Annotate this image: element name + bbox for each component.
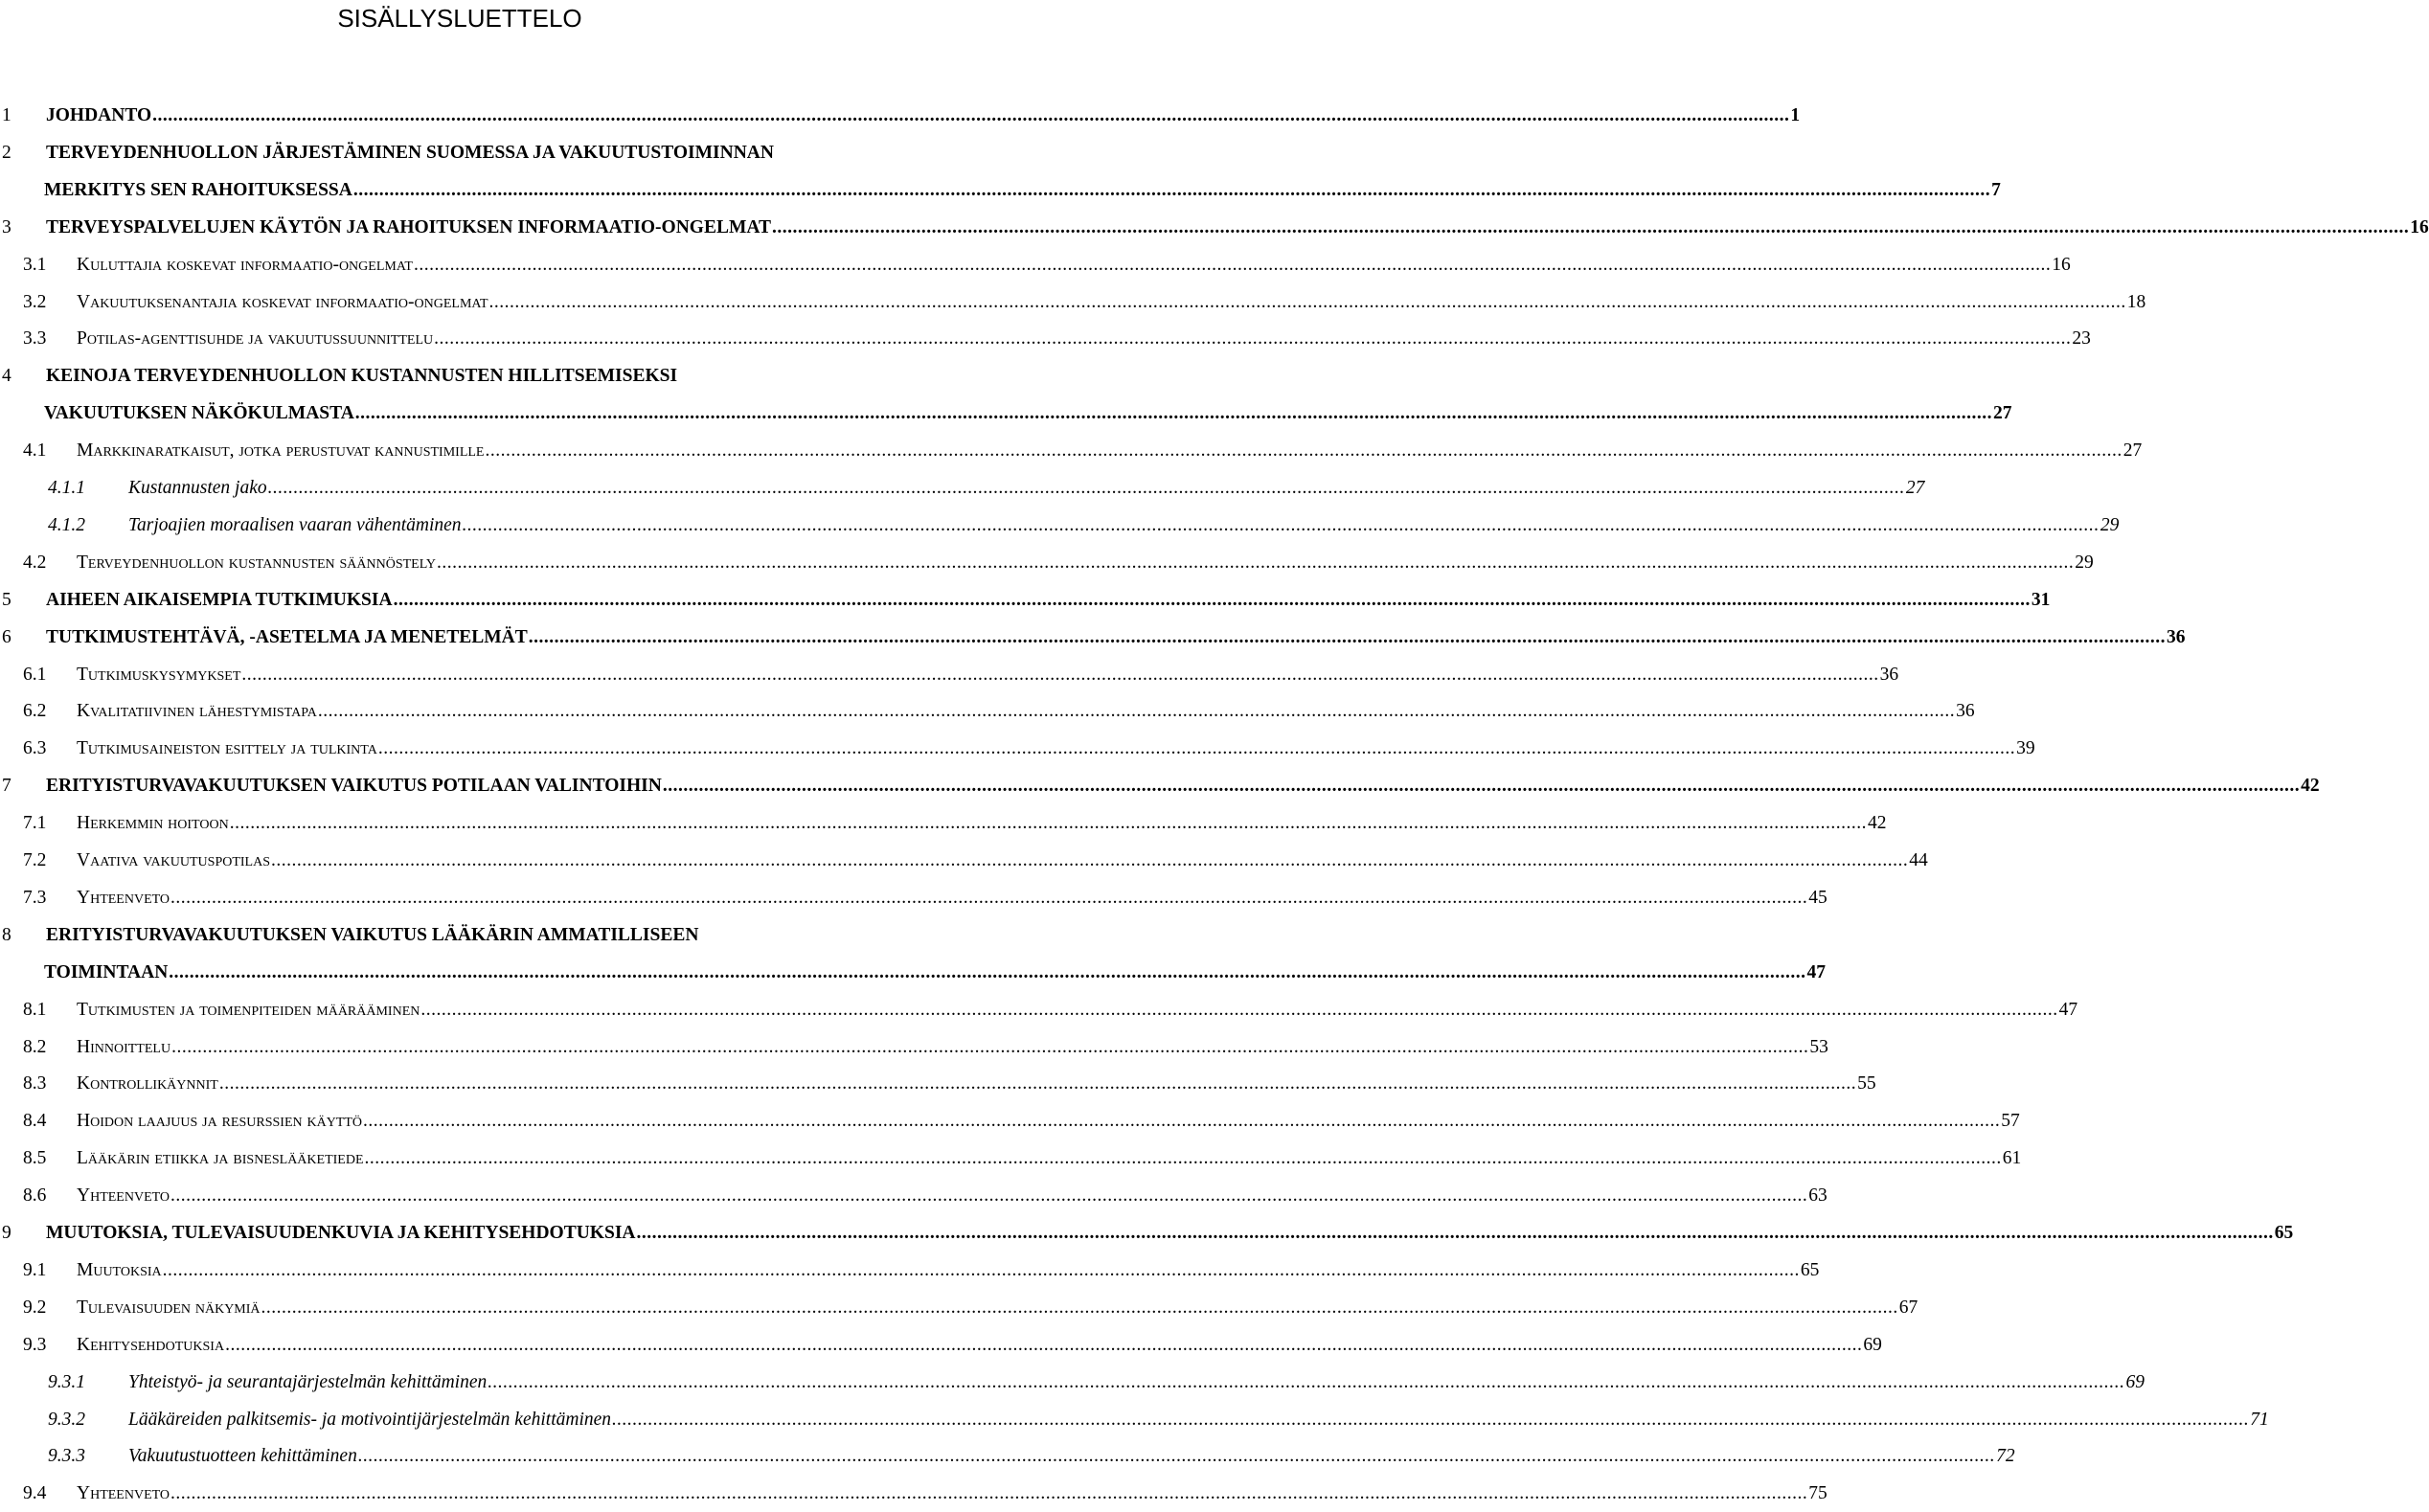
toc-entry[interactable] bbox=[0, 589, 2051, 619]
toc-entry-number: 4.1.1 bbox=[48, 478, 85, 498]
toc-entry-number: 3.1 bbox=[23, 254, 47, 275]
toc-entry[interactable] bbox=[0, 1259, 1820, 1289]
toc-entry[interactable] bbox=[0, 291, 2146, 321]
toc-dot-leader bbox=[241, 665, 1878, 686]
toc-entry-title: TUTKIMUSTEHTÄVÄ, -ASETELMA JA MENETELMÄT bbox=[46, 626, 528, 647]
toc-entry-page: 67 bbox=[1898, 1297, 1918, 1318]
toc-entry[interactable] bbox=[0, 254, 2071, 283]
toc-entry-title: Hoidon laajuus ja resurssien käyttö bbox=[77, 1111, 363, 1132]
toc-entry[interactable] bbox=[0, 1073, 1876, 1102]
toc-entry-number: 9.4 bbox=[23, 1483, 47, 1504]
toc-entry-title: TERVEYSPALVELUJEN KÄYTÖN JA RAHOITUKSEN INFORMAATIO-ONGELMAT bbox=[46, 216, 772, 237]
toc-entry[interactable] bbox=[0, 1371, 2145, 1401]
toc-entry[interactable] bbox=[0, 1111, 2020, 1140]
toc-entry-title: Tutkimusten ja toimenpiteiden määrääminen bbox=[77, 999, 420, 1020]
toc-entry-number: 8.1 bbox=[23, 999, 47, 1020]
toc-entry-page: 36 bbox=[1956, 701, 1975, 722]
toc-dot-leader bbox=[318, 701, 1955, 722]
toc-dot-leader bbox=[261, 1298, 1898, 1319]
toc-entry-title: Kuluttajia koskevat informaatio-ongelmat bbox=[77, 254, 413, 275]
toc-dot-leader bbox=[612, 1410, 2249, 1431]
toc-entry-title: Kvalitatiivinen lähestymistapa bbox=[77, 701, 317, 722]
toc-dot-leader bbox=[358, 1446, 1995, 1467]
toc-entry-page: 75 bbox=[1808, 1483, 1827, 1504]
toc-entry-number: 8.6 bbox=[23, 1185, 47, 1207]
toc-entry[interactable] bbox=[0, 1223, 2294, 1252]
toc-dot-leader bbox=[355, 403, 1992, 424]
toc-entry-title: JOHDANTO bbox=[46, 105, 152, 125]
toc-entry-page: 72 bbox=[1996, 1446, 2015, 1467]
toc-dot-leader bbox=[414, 255, 2051, 276]
toc-dot-leader bbox=[394, 590, 2031, 611]
toc-entry-title: Lääkärin etiikka ja bisneslääketiede bbox=[77, 1148, 364, 1169]
toc-dot-leader bbox=[420, 1000, 2057, 1021]
toc-dot-leader bbox=[170, 888, 1807, 909]
toc-entry-title: Yhteenveto bbox=[77, 887, 170, 908]
toc-dot-leader bbox=[363, 1111, 2000, 1132]
toc-entry[interactable] bbox=[0, 216, 2429, 246]
toc-entry-page: 36 bbox=[1879, 664, 1899, 685]
toc-entry-number: 2 bbox=[2, 142, 11, 163]
toc-entry-title: Yhteenveto bbox=[77, 1185, 170, 1207]
toc-dot-leader bbox=[171, 1037, 1808, 1058]
toc-entry-number: 3.3 bbox=[23, 328, 47, 350]
toc-entry-title: Yhteenveto bbox=[77, 1483, 170, 1504]
toc-entry-title: Vakuutuksenantajia koskevat informaatio-ongelmat bbox=[77, 291, 488, 312]
toc-entry[interactable] bbox=[0, 1036, 1828, 1066]
toc-entry-title: KEINOJA TERVEYDENHUOLLON KUSTANNUSTEN HILLITSEMISEKSI bbox=[46, 366, 678, 387]
toc-entry-number: 4.1 bbox=[23, 440, 47, 462]
toc-entry-number: 9.3.2 bbox=[48, 1409, 85, 1430]
toc-entry-title: Vakuutustuotteen kehittäminen bbox=[128, 1446, 357, 1467]
toc-entry-number: 8 bbox=[2, 924, 11, 945]
toc-entry[interactable] bbox=[0, 478, 1925, 507]
toc-entry[interactable] bbox=[0, 366, 912, 395]
toc-entry-number: 1 bbox=[2, 105, 11, 125]
toc-entry-title: Muutoksia bbox=[77, 1259, 162, 1280]
toc-entry-title: Yhteistyö- ja seurantajärjestelmän kehittäminen bbox=[128, 1371, 488, 1392]
toc-entry-number: 9.3.1 bbox=[48, 1371, 85, 1392]
toc-entry-page: 42 bbox=[2301, 776, 2320, 797]
toc-entry-page: 63 bbox=[1808, 1185, 1827, 1207]
toc-entry[interactable] bbox=[0, 776, 2320, 804]
toc-dot-leader bbox=[489, 292, 2126, 313]
toc-entry-title: Kustannusten jako bbox=[128, 478, 267, 498]
toc-entry-page: 39 bbox=[2016, 738, 2035, 759]
toc-entry[interactable] bbox=[0, 552, 2094, 581]
toc-entry-number: 8.4 bbox=[23, 1111, 47, 1132]
toc-entry[interactable] bbox=[0, 1148, 2022, 1177]
toc-entry-number: 3 bbox=[2, 216, 11, 237]
toc-entry-page: 57 bbox=[2001, 1111, 2020, 1132]
toc-entry-number: 5 bbox=[2, 589, 11, 610]
toc-entry-page: 16 bbox=[2410, 216, 2429, 237]
toc-dot-leader bbox=[170, 1483, 1807, 1504]
toc-entry-number: 8.3 bbox=[23, 1073, 47, 1095]
toc-entry[interactable] bbox=[0, 1483, 1827, 1512]
toc-entry-page: 27 bbox=[1905, 478, 1925, 498]
toc-entry-page: 23 bbox=[2072, 328, 2091, 350]
toc-entry[interactable] bbox=[0, 813, 1887, 842]
toc-entry-page: 65 bbox=[2274, 1223, 2294, 1243]
toc-entry[interactable] bbox=[0, 179, 2001, 209]
toc-entry-number: 7.2 bbox=[23, 850, 47, 870]
toc-dot-leader bbox=[152, 105, 1789, 126]
toc-entry-title: MUUTOKSIA, TULEVAISUUDENKUVIA JA KEHITYSEHDOTUKSIA bbox=[46, 1223, 636, 1243]
toc-entry[interactable] bbox=[0, 1446, 2015, 1475]
toc-entry-page: 71 bbox=[2250, 1409, 2269, 1430]
toc-dot-leader bbox=[772, 217, 2409, 238]
toc-entry[interactable] bbox=[0, 887, 1827, 916]
toc-entry-title: Potilas-agenttisuhde ja vakuutussuunnittelu bbox=[77, 328, 434, 350]
toc-entry-page: 55 bbox=[1857, 1073, 1876, 1095]
toc-entry[interactable] bbox=[0, 403, 2012, 432]
toc-entry-number: 9 bbox=[2, 1223, 11, 1243]
toc-entry-number: 9.2 bbox=[23, 1297, 47, 1318]
toc-entry[interactable] bbox=[0, 850, 1928, 879]
toc-entry-page: 29 bbox=[2075, 552, 2094, 573]
page-title: SISÄLLYSLUETTELO bbox=[337, 4, 582, 33]
toc-dot-leader bbox=[230, 813, 1867, 834]
toc-entry[interactable] bbox=[0, 328, 2091, 357]
toc-entry-title: ERITYISTURVAVAKUUTUKSEN VAIKUTUS LÄÄKÄRIN AMMATILLISEEN bbox=[46, 924, 699, 945]
toc-entry[interactable] bbox=[0, 440, 2143, 469]
toc-entry[interactable] bbox=[0, 1334, 1882, 1364]
toc-entry-title: Vaativa vakuutuspotilas bbox=[77, 850, 271, 870]
toc-entry-page: 47 bbox=[2058, 999, 2078, 1020]
toc-entry-title: Tulevaisuuden näkymiä bbox=[77, 1297, 261, 1318]
toc-entry-page: 61 bbox=[2002, 1148, 2022, 1169]
toc-entry[interactable] bbox=[0, 1297, 1918, 1326]
toc-entry[interactable] bbox=[0, 105, 1801, 134]
toc-entry-page: 1 bbox=[1790, 105, 1801, 125]
toc-entry-title: TOIMINTAAN bbox=[44, 961, 169, 982]
toc-entry-page: 27 bbox=[2123, 440, 2143, 462]
toc-entry-number: 8.5 bbox=[23, 1148, 47, 1169]
toc-entry-title: Terveydenhuollon kustannusten säännöstely bbox=[77, 552, 436, 573]
toc-dot-leader bbox=[163, 1260, 1800, 1281]
toc-entry-title: TERVEYDENHUOLLON JÄRJESTÄMINEN SUOMESSA JA VAKUUTUSTOIMINNAN bbox=[46, 142, 774, 163]
toc-entry-title: Tarjoajien moraalisen vaaran vähentäminen bbox=[128, 514, 462, 535]
toc-entry-page: 7 bbox=[1991, 179, 2001, 200]
toc-dot-leader bbox=[378, 738, 2015, 759]
toc-entry-page: 53 bbox=[1809, 1036, 1828, 1057]
toc-entry-number: 6 bbox=[2, 626, 11, 647]
toc-entry-page: 42 bbox=[1867, 813, 1887, 834]
toc-entry[interactable] bbox=[0, 925, 912, 954]
toc-entry-number: 9.3 bbox=[23, 1334, 47, 1355]
toc-dot-leader bbox=[434, 328, 2071, 350]
toc-dot-leader bbox=[365, 1148, 2002, 1169]
toc-entry[interactable] bbox=[0, 1409, 2269, 1438]
toc-dot-leader bbox=[353, 180, 1990, 201]
toc-dot-leader bbox=[219, 1073, 1856, 1095]
toc-entry-title: MERKITYS SEN RAHOITUKSESSA bbox=[44, 179, 352, 200]
toc-dot-leader bbox=[488, 1372, 2124, 1393]
toc-entry-title: Hinnoittelu bbox=[77, 1036, 171, 1057]
toc-entry-number: 3.2 bbox=[23, 291, 47, 312]
toc-entry-number: 8.2 bbox=[23, 1036, 47, 1057]
toc-entry[interactable] bbox=[0, 738, 2035, 767]
toc-entry-title: VAKUUTUKSEN NÄKÖKULMASTA bbox=[44, 403, 354, 424]
toc-entry[interactable] bbox=[0, 143, 912, 171]
toc-dot-leader bbox=[485, 440, 2122, 462]
toc-entry[interactable] bbox=[0, 514, 2120, 544]
toc-entry-page: 65 bbox=[1800, 1259, 1820, 1280]
toc-entry-page: 36 bbox=[2167, 626, 2186, 647]
toc-dot-leader bbox=[271, 850, 1908, 871]
toc-dot-leader bbox=[437, 553, 2074, 574]
toc-dot-leader bbox=[170, 1185, 1807, 1207]
toc-entry-number: 7.3 bbox=[23, 887, 47, 908]
toc-entry-title: Tutkimusaineiston esittely ja tulkinta bbox=[77, 738, 377, 759]
toc-entry-title: Kontrollikäynnit bbox=[77, 1073, 218, 1095]
toc-entry-page: 69 bbox=[1863, 1334, 1882, 1355]
toc-entry-page: 47 bbox=[1806, 961, 1827, 982]
toc-dot-leader bbox=[463, 515, 2100, 536]
toc-entry-number: 7.1 bbox=[23, 813, 47, 834]
toc-entry-page: 31 bbox=[2031, 589, 2051, 610]
toc-entry[interactable] bbox=[0, 626, 2186, 656]
toc-entry-page: 44 bbox=[1909, 850, 1928, 870]
toc-entry-title: Tutkimuskysymykset bbox=[77, 664, 241, 685]
toc-entry-page: 29 bbox=[2100, 514, 2120, 535]
toc-entry-page: 69 bbox=[2125, 1371, 2145, 1392]
toc-entry-page: 16 bbox=[2052, 254, 2071, 275]
toc-entry-title: Markkinaratkaisut, jotka perustuvat kannustimille bbox=[77, 440, 485, 462]
toc-dot-leader bbox=[529, 627, 2166, 648]
toc-entry[interactable] bbox=[0, 1185, 1827, 1214]
toc-entry-number: 9.3.3 bbox=[48, 1446, 85, 1467]
toc-entry-title: Kehitysehdotuksia bbox=[77, 1334, 225, 1355]
toc-entry[interactable] bbox=[0, 961, 1827, 991]
toc-entry-number: 6.1 bbox=[23, 664, 47, 685]
toc-entry-number: 4.2 bbox=[23, 552, 47, 573]
toc-entry-page: 45 bbox=[1808, 887, 1827, 908]
toc-entry-title: Lääkäreiden palkitsemis- ja motivointijärjestelmän kehittäminen bbox=[128, 1409, 612, 1430]
toc-entry[interactable] bbox=[0, 701, 1975, 730]
toc-dot-leader bbox=[637, 1223, 2274, 1244]
toc-entry-title: ERITYISTURVAVAKUUTUKSEN VAIKUTUS POTILAAN VALINTOIHIN bbox=[46, 776, 662, 797]
toc-entry-number: 9.1 bbox=[23, 1259, 47, 1280]
toc-dot-leader bbox=[169, 962, 1805, 983]
toc-entry-number: 4.1.2 bbox=[48, 514, 85, 535]
toc-entry-number: 7 bbox=[2, 776, 11, 797]
toc-entry-page: 18 bbox=[2126, 291, 2146, 312]
toc-entry[interactable] bbox=[0, 999, 2078, 1028]
toc-entry[interactable] bbox=[0, 664, 1899, 693]
toc-entry-title: AIHEEN AIKAISEMPIA TUTKIMUKSIA bbox=[46, 589, 393, 610]
toc-dot-leader bbox=[268, 478, 1905, 499]
toc-entry-title: Herkemmin hoitoon bbox=[77, 813, 229, 834]
toc-dot-leader bbox=[225, 1335, 1862, 1356]
toc-entry-page: 27 bbox=[1993, 403, 2012, 424]
toc-entry-number: 6.3 bbox=[23, 738, 47, 759]
toc-dot-leader bbox=[663, 776, 2300, 797]
toc-entry-number: 4 bbox=[2, 366, 11, 387]
toc-entry-number: 6.2 bbox=[23, 701, 47, 722]
